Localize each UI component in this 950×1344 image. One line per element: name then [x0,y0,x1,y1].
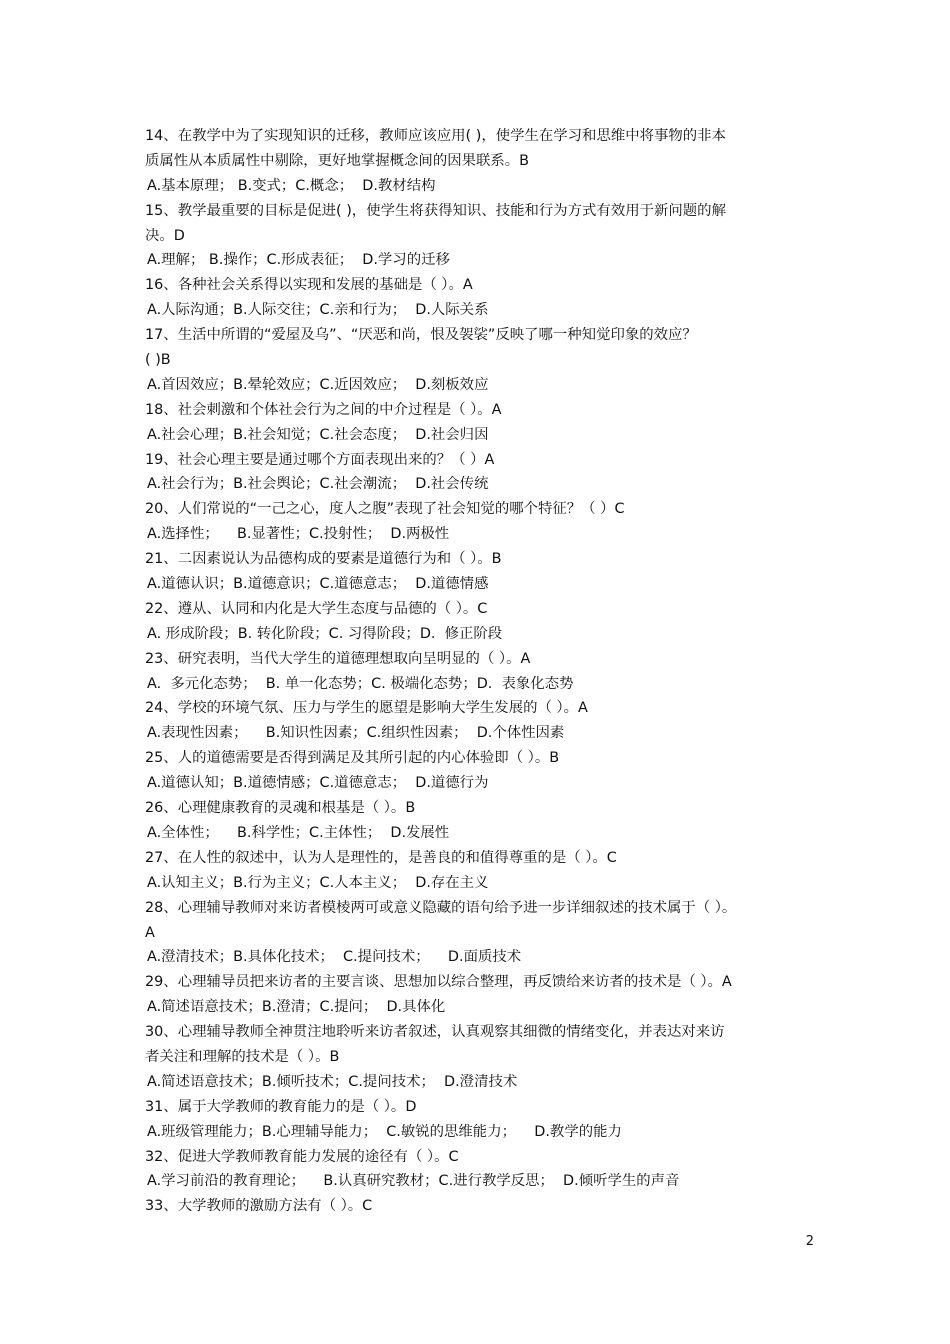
question-text-line: 23、研究表明，当代大学生的道德理想取向呈明显的（ ）。A [145,650,531,667]
question-text-line: 22、遵从、认同和内化是大学生态度与品德的（ ）。C [145,600,488,617]
answer-options-line: A.社会心理；B.社会知觉；C.社会态度； D.社会归因 [147,426,489,443]
question-text-line: 30、心理辅导教师全神贯注地聆听来访者叙述，认真观察其细微的情绪变化，并表达对来访 [145,1024,725,1041]
answer-options-line: A. 多元化态势； B. 单一化态势；C. 极端化态势；D. 表象化态势 [147,675,574,692]
answer-options-line: A.全体性； B.科学性；C.主体性； D.发展性 [147,824,450,841]
answer-options-line: A.简述语意技术；B.倾听技术；C.提问技术； D.澄清技术 [147,1073,518,1090]
answer-options-line: A.学习前沿的教育理论； B.认真研究教材；C.进行教学反思； D.倾听学生的声音 [147,1173,680,1190]
question-list [145,124,820,1219]
question-text-line: 17、生活中所谓的“爱屋及乌”、“厌恶和尚，恨及袈裟”反映了哪一种知觉印象的效应？ [145,327,697,344]
question-text-line: ( )B [145,352,171,369]
question-text-line: 27、在人性的叙述中，认为人是理性的，是善良的和值得尊重的是（ ）。C [145,849,617,866]
question-text-line: 18、社会刺激和个体社会行为之间的中介过程是（ ）。A [145,401,502,418]
answer-options-line: A.道德认识；B.道德意识；C.道德意志； D.道德情感 [147,576,489,593]
answer-options-line: A. 形成阶段；B. 转化阶段；C. 习得阶段；D. 修正阶段 [147,625,503,642]
answer-options-line: A.简述语意技术；B.澄清；C.提问； D.具体化 [147,999,446,1016]
answer-options-line: A.班级管理能力；B.心理辅导能力； C.敏锐的思维能力； D.教学的能力 [147,1123,622,1140]
page-number: 2 [805,1234,814,1249]
question-text-line: 25、人的道德需要是否得到满足及其所引起的内心体验即（ ）。B [145,750,560,767]
question-text-line: 决。D [145,227,185,244]
answer-options-line: A.认知主义；B.行为主义；C.人本主义； D.存在主义 [147,874,489,891]
question-text-line: 21、二因素说认为品德构成的要素是道德行为和（ ）。B [145,551,502,568]
answer-options-line: A.选择性； B.显著性；C.投射性； D.两极性 [147,526,450,543]
answer-options-line: A.人际沟通；B.人际交往；C.亲和行为； D.人际关系 [147,302,489,319]
question-text-line: 24、学校的环境气氛、压力与学生的愿望是影响大学生发展的（ ）。A [145,700,588,717]
question-text-line: 20、人们常说的“一己之心，度人之腹”表现了社会知觉的哪个特征？（ ）C [145,501,625,518]
question-text-line: 29、心理辅导员把来访者的主要言谈、思想加以综合整理，再反馈给来访者的技术是（ ）。A [145,974,732,991]
answer-options-line: A.表现性因素； B.知识性因素；C.组织性因素； D.个体性因素 [147,725,565,742]
question-text-line: 26、心理健康教育的灵魂和根基是（ ）。B [145,800,416,817]
answer-options-line: A.社会行为；B.社会舆论；C.社会潮流； D.社会传统 [147,476,489,493]
question-text-line: A [145,924,155,941]
question-text-line: 28、心理辅导教师对来访者模棱两可或意义隐藏的语句给予进一步详细叙述的技术属于（ ）。 [145,899,737,916]
question-text-line: 32、促进大学教师教育能力发展的途径有（ ）。C [145,1148,459,1165]
question-text-line: 33、大学教师的激励方法有（ ）。C [145,1198,373,1215]
answer-options-line: A.道德认知；B.道德情感；C.道德意志； D.道德行为 [147,775,489,792]
question-text-line: 19、社会心理主要是通过哪个方面表现出来的？（ ）A [145,451,495,468]
answer-options-line: A.澄清技术；B.具体化技术； C.提问技术； D.面质技术 [147,949,522,966]
question-text-line: 31、属于大学教师的教育能力的是（ ）。D [145,1098,417,1115]
question-text-line: 15、教学最重要的目标是促进( )，使学生将获得知识、技能和行为方式有效用于新问题的解 [145,202,726,219]
answer-options-line: A.理解； B.操作；C.形成表征； D.学习的迁移 [147,252,450,269]
question-text-line: 者关注和理解的技术是（ ）。B [145,1048,340,1065]
question-text-line: 14、在教学中为了实现知识的迁移，教师应该应用( )，使学生在学习和思维中将事物的非本 [145,128,726,144]
answer-options-line: A.基本原理； B.变式；C.概念； D.教材结构 [147,177,436,194]
answer-options-line: A.首因效应；B.晕轮效应；C.近因效应； D.刻板效应 [147,376,489,393]
question-text-line: 16、各种社会关系得以实现和发展的基础是（ ）。A [145,277,473,294]
question-text-line: 质属性从本质属性中剔除，更好地掌握概念间的因果联系。B [145,152,530,169]
